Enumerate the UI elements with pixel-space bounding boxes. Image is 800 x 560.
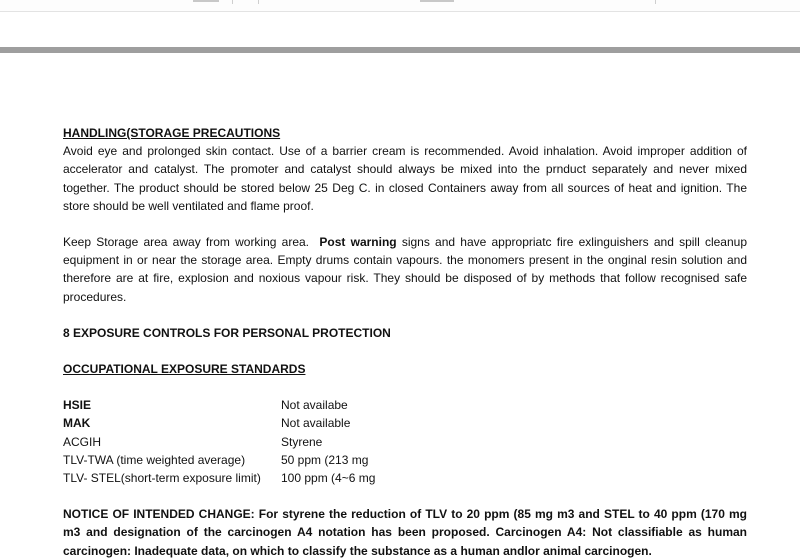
- exposure-standards-table: [63, 396, 747, 487]
- spacer: [63, 342, 747, 360]
- spacer: [63, 378, 747, 396]
- handling-paragraph-1: Avoid eye and prolonged skin contact. Use of a barrier cream is recommended. Avoid inhalation. Avoid improper addition of accelerator and catalyst. The promoter and catalyst should always be mixed into the prnduct separately and never mixed together. The product should be stored below 25 Deg C. in closed Containers away from all sources of heat and ignition. The store should be well ventilated and flame proof.: [63, 144, 747, 213]
- toolbar-mark: [193, 0, 219, 2]
- spacer: [63, 306, 747, 324]
- exposure-heading: 8 EXPOSURE CONTROLS FOR PERSONAL PROTECTION: [63, 325, 391, 340]
- paragraph-2-text-end: signs and have appropriatc fire exlinguishers and spill cleanup equipment in or near the storage area. Empty drums contain vapours. the monomers present in the onginal resin solution and therefore are at fire, explosion and noxious vapour risk. They should be disposed of by methods that follow recognised safe procedures.: [63, 235, 747, 304]
- standard-key: ACGIH: [63, 434, 102, 449]
- standard-value: 100 ppm (4~6 mg: [281, 471, 376, 486]
- viewer-toolbar-strip: [0, 0, 800, 12]
- page-content: [63, 124, 747, 560]
- notice-of-intended-change: NOTICE OF INTENDED CHANGE: For styrene the reduction of TLV to 20 ppm (85 mg m3 and STEL to 40 ppm (170 mg m3 and designation of the carcinogen A4 notation has been proposed. Carcinogen A4: Not classifiable as human carcinogen: Inadequate data, on which to classify the substance as a human andlor animal carcinogen.: [63, 507, 747, 558]
- post-warning-text: Post warning: [319, 235, 397, 250]
- handling-heading: HANDLING(STORAGE PRECAUTIONS: [63, 126, 281, 140]
- standard-value: Not available: [281, 416, 351, 431]
- spacer: [63, 215, 747, 233]
- standard-key: TLV-TWA (time weighted average): [63, 452, 246, 467]
- toolbar-mark: [420, 0, 454, 2]
- exposure-subheading: OCCUPATIONAL EXPOSURE STANDARDS: [63, 362, 306, 377]
- standard-key: MAK: [63, 416, 91, 431]
- toolbar-tick: [232, 0, 233, 4]
- standard-value: Styrene: [281, 434, 323, 449]
- standard-key: TLV- STEL(short-term exposure limit): [63, 471, 261, 486]
- paragraph-2-text-start: Keep Storage area away from working area.: [63, 235, 320, 250]
- standard-key: HSIE: [63, 398, 92, 413]
- toolbar-tick: [655, 0, 656, 4]
- toolbar-tick: [258, 0, 259, 4]
- standard-value: 50 ppm (213 mg: [281, 452, 369, 467]
- standard-value: Not availabe: [281, 398, 348, 413]
- spacer: [63, 487, 747, 505]
- handling-paragraph-2: [63, 233, 747, 306]
- document-page: [0, 53, 800, 558]
